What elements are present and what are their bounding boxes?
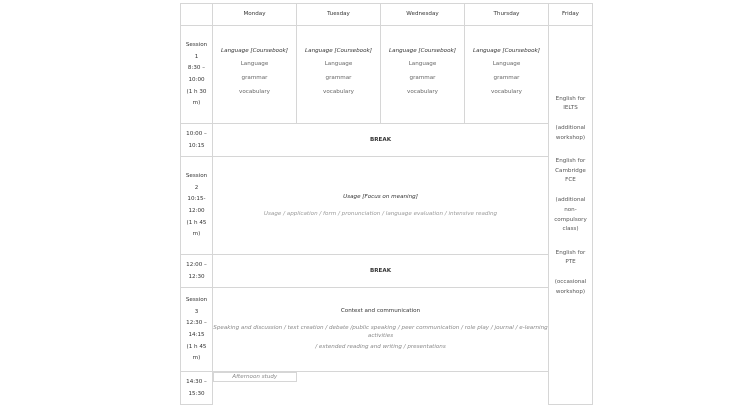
break1-row <box>181 124 593 157</box>
afternoon-row <box>181 372 593 405</box>
session2-title: Usage [Focus on meaning] <box>343 194 418 201</box>
afternoon-label: Afternoon study <box>213 372 297 382</box>
session2-row <box>181 157 593 255</box>
header-row <box>181 4 593 26</box>
break1-time: 10:00 – 10:15 <box>181 124 213 157</box>
header-wednesday: Wednesday <box>381 4 465 26</box>
session3-title: Context and communication <box>340 308 421 315</box>
session1-row <box>181 26 593 124</box>
session3-row <box>181 288 593 372</box>
session2-sub: Usage / application / form / pronunciation / language evaluation / intensive reading <box>263 210 498 217</box>
break1-label: BREAK <box>213 124 549 157</box>
session3-label: Session 3 12:30 – 14:15 (1 h 45 m) <box>181 288 213 372</box>
timetable <box>180 3 593 405</box>
session1-tuesday: Language [Coursebook] Language grammar vocabulary <box>297 26 381 124</box>
break2-row <box>181 255 593 288</box>
session1-monday: Language [Coursebook] Language grammar vocabulary <box>213 26 297 124</box>
session3-sub-line1: Speaking and discussion / text creation / debate /public speaking / peer communication / role play / journal / e-learning activities <box>213 324 548 339</box>
cell-title: Language [Coursebook] <box>473 47 540 54</box>
session3-content <box>213 288 549 372</box>
header-thursday: Thursday <box>465 4 549 26</box>
session1-wednesday: Language [Coursebook] Language grammar vocabulary <box>381 26 465 124</box>
session1-label: Session 1 8:30 – 10:00 (1 h 30 m) <box>181 26 213 124</box>
header-tuesday: Tuesday <box>297 4 381 26</box>
cell-title: Language [Coursebook] <box>389 47 456 54</box>
session2-label: Session 2 10:15- 12:00 (1 h 45 m) <box>181 157 213 255</box>
friday-column: English for IELTS (additional workshop) English for Cambridge FCE (additional non- compulsory class) English for PTE (occasional workshop) <box>549 26 593 405</box>
header-corner <box>181 4 213 26</box>
cell-title: Language [Coursebook] <box>305 47 372 54</box>
session3-sub-line2: / extended reading and writing / presentations <box>315 344 446 351</box>
header-friday: Friday <box>549 4 593 26</box>
afternoon-time: 14:30 – 15:30 <box>181 372 213 405</box>
break2-label: BREAK <box>213 255 549 288</box>
session2-content <box>213 157 549 255</box>
header-monday: Monday <box>213 4 297 26</box>
cell-title: Language [Coursebook] <box>221 47 288 54</box>
break2-time: 12:00 – 12:30 <box>181 255 213 288</box>
session1-thursday: Language [Coursebook] Language grammar vocabulary <box>465 26 549 124</box>
